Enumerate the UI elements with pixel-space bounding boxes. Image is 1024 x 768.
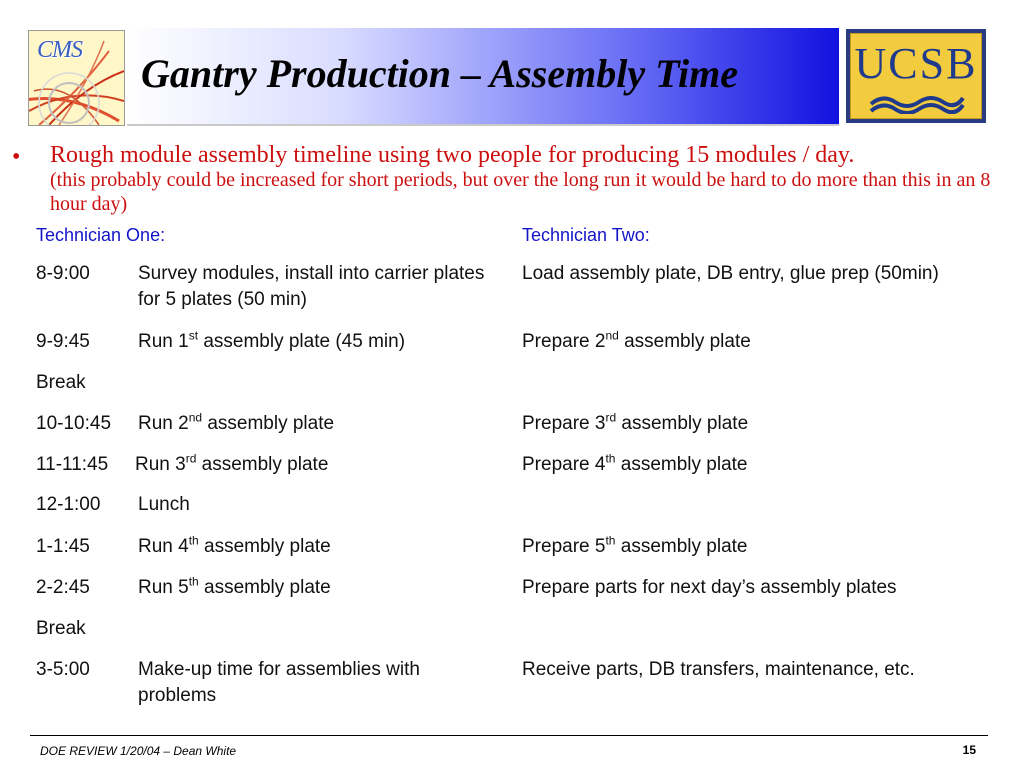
row-technician-two: Receive parts, DB transfers, maintenance, etc. <box>522 659 915 680</box>
page-number: 15 <box>962 743 976 757</box>
footer-divider <box>30 735 988 736</box>
row-technician-two: Prepare 2nd assembly plate <box>522 328 751 352</box>
row-technician-one: Run 5th assembly plate <box>138 574 331 598</box>
row-technician-two: Prepare 4th assembly plate <box>522 451 748 475</box>
wave-icon <box>869 92 965 114</box>
technician-one-header: Technician One: <box>36 225 166 245</box>
row-time: Break <box>36 618 86 639</box>
row-time: 3-5:00 <box>36 659 90 680</box>
cms-logo-text: CMS <box>37 37 82 63</box>
bullet-sub-text: (this probably could be increased for short periods, but over the long run it would be hard to do more than this in an 8 hour day) <box>50 169 991 215</box>
title-bar <box>127 28 839 126</box>
ucsb-logo-text: UCSB <box>854 39 978 88</box>
row-technician-one: Survey modules, install into carrier plates for 5 plates (50 min) <box>138 263 485 310</box>
row-technician-two: Prepare 3rd assembly plate <box>522 410 749 434</box>
row-time: 1-1:45 <box>36 536 90 557</box>
row-technician-one: Run 4th assembly plate <box>138 533 331 557</box>
row-time: Break <box>36 372 86 393</box>
row-time: 11-11:45 <box>36 454 109 475</box>
row-time: 9-9:45 <box>36 331 90 352</box>
row-technician-one: Run 2nd assembly plate <box>138 410 335 434</box>
row-time: 10-10:45 <box>36 413 112 434</box>
ucsb-logo-panel <box>850 33 982 119</box>
ucsb-logo <box>846 29 986 123</box>
bullet-marker: • <box>12 144 21 170</box>
row-technician-two: Prepare parts for next day’s assembly plates <box>522 577 897 598</box>
row-technician-one: Run 1st assembly plate (45 min) <box>138 328 406 352</box>
row-time: 12-1:00 <box>36 494 101 515</box>
row-time: 8-9:00 <box>36 263 90 284</box>
cms-logo <box>28 30 125 126</box>
row-technician-two: Prepare 5th assembly plate <box>522 533 748 557</box>
bullet-main-text: Rough module assembly timeline using two people for producing 15 modules / day. <box>50 142 855 168</box>
row-technician-one: Run 3rd assembly plate <box>135 451 329 475</box>
row-technician-two: Load assembly plate, DB entry, glue prep (50min) <box>522 263 939 284</box>
footer-text: DOE REVIEW 1/20/04 – Dean White <box>40 744 237 758</box>
row-time: 2-2:45 <box>36 577 90 598</box>
page-title: Gantry Production – Assembly Time <box>141 51 739 96</box>
technician-two-header: Technician Two: <box>522 225 650 245</box>
row-technician-one: Lunch <box>138 494 190 515</box>
row-technician-one: Make-up time for assemblies with problems <box>138 659 420 706</box>
